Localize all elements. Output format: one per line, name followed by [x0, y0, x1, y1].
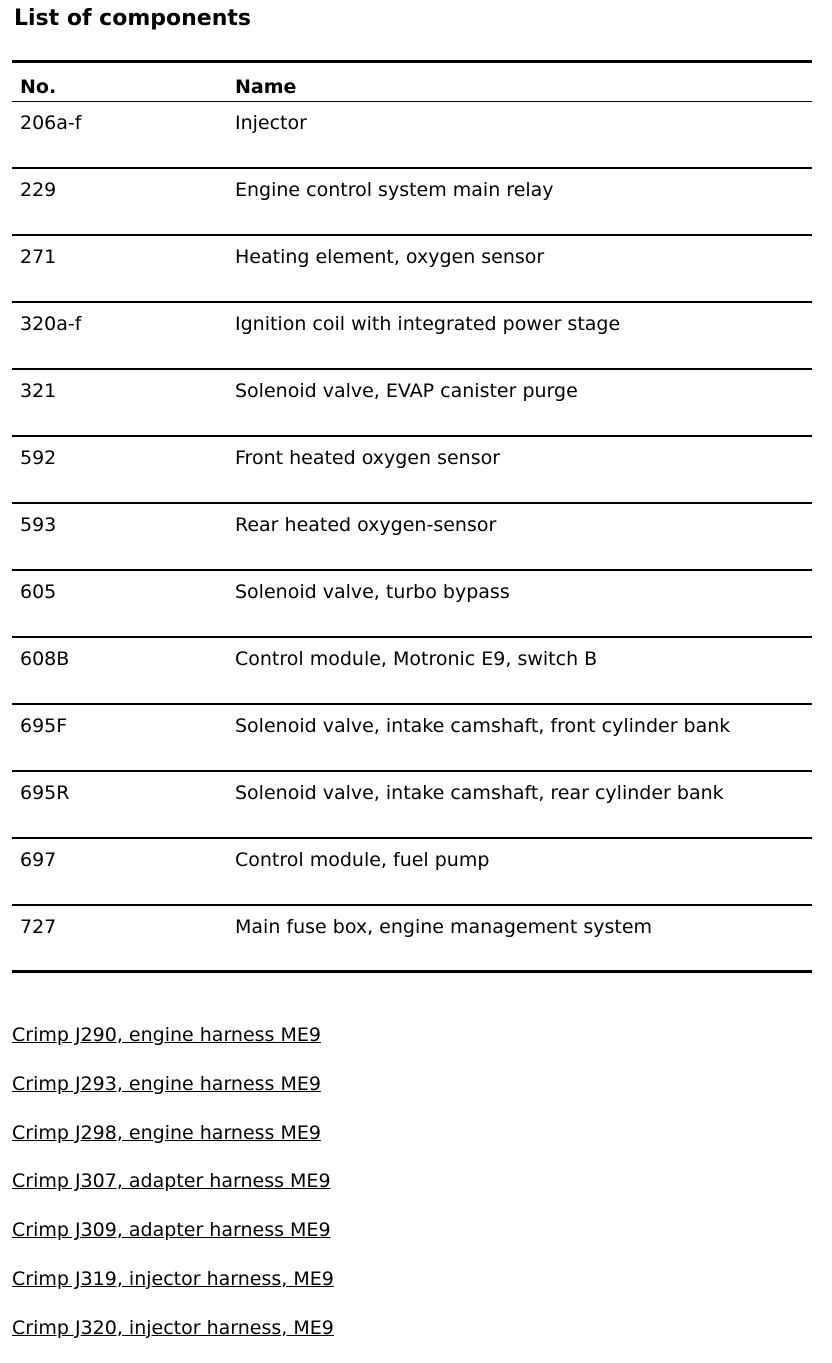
- cell-name: Solenoid valve, intake camshaft, front cylinder bank: [235, 715, 731, 737]
- crimp-link-j320[interactable]: Crimp J320, injector harness, ME9: [12, 1316, 334, 1339]
- table-row: [12, 437, 812, 504]
- cell-name: Solenoid valve, intake camshaft, rear cylinder bank: [235, 782, 724, 804]
- table-row: [12, 638, 812, 705]
- cell-name: Rear heated oxygen-sensor: [235, 514, 497, 536]
- table-row: [12, 169, 812, 236]
- cell-no: 608B: [20, 648, 70, 670]
- table-row: [12, 839, 812, 906]
- cell-no: 697: [20, 849, 57, 871]
- cell-name: Control module, fuel pump: [235, 849, 490, 871]
- cell-name: Ignition coil with integrated power stage: [235, 313, 621, 335]
- table-row: [12, 102, 812, 169]
- crimp-link-j298[interactable]: Crimp J298, engine harness ME9: [12, 1121, 321, 1144]
- cell-no: 320a-f: [20, 313, 82, 335]
- crimp-link-j307[interactable]: Crimp J307, adapter harness ME9: [12, 1170, 331, 1193]
- crimp-link-j293[interactable]: Crimp J293, engine harness ME9: [12, 1072, 321, 1095]
- table-row: [12, 772, 812, 839]
- cell-name: Front heated oxygen sensor: [235, 447, 501, 469]
- cell-name: Solenoid valve, EVAP canister purge: [235, 380, 578, 402]
- components-table: [12, 60, 812, 973]
- page-title: List of components: [14, 6, 251, 31]
- cell-no: 321: [20, 380, 57, 402]
- cell-no: 229: [20, 179, 57, 201]
- table-row: [12, 571, 812, 638]
- cell-no: 206a-f: [20, 112, 82, 134]
- header-name: Name: [235, 76, 297, 98]
- cell-name: Main fuse box, engine management system: [235, 916, 653, 938]
- cell-no: 605: [20, 581, 57, 603]
- table-row: [12, 236, 812, 303]
- table-header: [12, 60, 812, 102]
- cell-no: 727: [20, 916, 57, 938]
- table-row: [12, 705, 812, 772]
- cell-name: Engine control system main relay: [235, 179, 554, 201]
- cell-name: Heating element, oxygen sensor: [235, 246, 545, 268]
- cell-name: Injector: [235, 112, 307, 134]
- crimp-link-j309[interactable]: Crimp J309, adapter harness ME9: [12, 1219, 331, 1242]
- crimp-link-j319[interactable]: Crimp J319, injector harness, ME9: [12, 1267, 334, 1290]
- crimp-link-j290[interactable]: Crimp J290, engine harness ME9: [12, 1024, 321, 1046]
- cell-no: 271: [20, 246, 57, 268]
- cell-no: 593: [20, 514, 57, 536]
- header-no: No.: [20, 76, 57, 98]
- cell-no: 695R: [20, 782, 70, 804]
- cell-name: Solenoid valve, turbo bypass: [235, 581, 510, 603]
- cell-no: 592: [20, 447, 57, 469]
- table-row: [12, 303, 812, 370]
- table-row: [12, 370, 812, 437]
- table-row: [12, 504, 812, 571]
- table-row: [12, 906, 812, 973]
- crimp-links-list: [12, 1021, 334, 1363]
- cell-no: 695F: [20, 715, 68, 737]
- cell-name: Control module, Motronic E9, switch B: [235, 648, 598, 670]
